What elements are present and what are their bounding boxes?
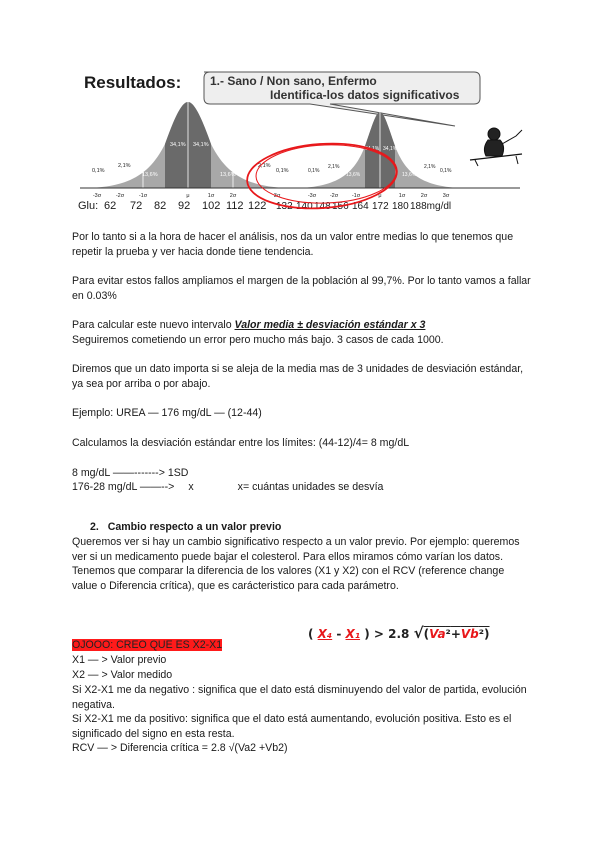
formula-sqrt: √ [413,624,424,642]
pct-right-3: 34,1% [365,146,380,152]
sigma-right-0: -3σ [307,193,317,199]
figure-title: Resultados: [84,73,182,92]
formula-minus: - [336,627,342,641]
formula-x4: X₄ [317,627,333,641]
glu-value-7: 132 [276,201,293,212]
pct-right-0: 0,1% [308,168,320,174]
section-2-heading [90,521,281,533]
sigma-left-6: 3σ [273,193,281,199]
note-line-3: Si X2-X1 me da negativo : significa que el dato está disminuyendo del valor de partida, evolución negativa. [72,684,527,711]
formula-open: ( [308,627,314,641]
formula-va: Va [429,627,446,641]
glu-value-2: 82 [154,200,167,212]
note-line-2: X2 — > Valor medido [72,669,173,681]
interval-formula: Valor media ± desviación estándar x 3 [234,319,426,331]
glu-value-9: 148 [314,201,331,212]
paragraph-7b-x: x [188,481,194,493]
pct-right-4: 34,1% [383,146,398,152]
paragraph-7b-left: 176-28 mg/dL ——--> [72,481,175,493]
paragraph-6: Calculamos la desviación estándar entre los límites: (44-12)/4= 8 mg/dL [72,437,410,449]
paragraph-3-prefix: Para calcular este nuevo intervalo [72,319,235,331]
sigma-right-2: -1σ [351,193,361,199]
glu-value-3: 92 [178,200,191,212]
sigma-left-2: -1σ [138,193,148,199]
paragraph-7b-right: x= cuántas unidades se desvía [237,481,384,493]
pct-left-4: 34,1% [193,142,209,148]
note-line-1: X1 — > Valor previo [72,654,167,666]
section-2-title: Cambio respecto a un valor previo [107,521,282,533]
pct-right-5: 13,6% [402,172,417,178]
sigma-right-6: 3σ [442,193,450,199]
glu-value-5: 112 [226,200,244,212]
note-highlight-text: OJOOO: CREO QUE ES X2-X1 [72,639,223,651]
pct-right-1: 2,1% [328,164,340,170]
formula-vb: Vb [460,627,479,641]
formula-x1: X₁ [345,627,361,641]
paragraph-7b [72,480,532,495]
sigma-left-0: -3σ [92,193,102,199]
glu-value-6: 122 [248,200,267,212]
sigma-left-3: μ [186,193,190,199]
pct-left-2: 13,6% [142,172,158,178]
glu-value-14: 188mg/dl [410,201,452,212]
note-highlight [72,638,532,653]
bubble-line2: Identifica-los datos significativos [270,88,460,102]
glu-value-11: 164 [352,201,369,212]
formula-open2: ( [423,627,430,641]
normal-distribution-figure [70,64,530,212]
pct-left-7: 0,1% [276,168,289,174]
section-2-number: 2. [90,521,99,533]
bubble-line1: 1.- Sano / Non sano, Enfermo [210,74,377,88]
glu-value-12: 172 [372,201,389,212]
sigma-right-5: 2σ [420,193,428,199]
pct-right-2: 13,6% [346,172,361,178]
pct-left-0: 0,1% [92,168,105,174]
sigma-left-4: 1σ [207,193,215,199]
pct-left-1: 2,1% [118,163,131,169]
paragraph-1: Por lo tanto si a la hora de hacer el análisis, nos da un valor entre medias lo que tenemos que repetir la prueba y ver hacia donde tiene tendencia. [72,231,514,258]
paragraph-3-line2: Seguiremos cometiendo un error pero mucho más bajo. 3 casos de cada 1000. [72,333,444,346]
glu-value-8: 140 [296,201,313,212]
formula-plus: + [450,627,461,641]
formula-close-gt: ) > 2.8 [364,627,410,641]
note-line-4: Si X2-X1 me da positivo: significa que el dato está aumentando, evolución positiva. Esto es el significado del signo en esta resta. [72,713,512,740]
paragraph-2: Para evitar estos fallos ampliamos el margen de la población al 99,7%. Por lo tanto vamos a fallar en 0.03% [72,275,531,302]
formula-sq2: ²) [478,627,490,641]
sigma-right-1: -2σ [329,193,339,199]
sigma-left-1: -2σ [115,193,125,199]
pct-left-3: 34,1% [170,142,186,148]
glu-value-10: 156 [332,201,349,212]
pct-right-6: 2,1% [424,164,436,170]
pct-left-6: 2,1% [258,163,271,169]
sigma-right-4: 1σ [398,193,406,199]
note-line-5: RCV — > Diferencia crítica = 2.8 √(Va2 +Vb2) [72,742,288,754]
glu-value-0: 62 [104,200,117,212]
sigma-left-5: 2σ [229,193,237,199]
glu-value-4: 102 [202,200,221,212]
section-2-body: Queremos ver si hay un cambio significativo respecto a un valor previo. Por ejemplo: queremos ver si un medicamento puede bajar el colesterol. Para ellos miramos cómo varían los datos. Tenemos que comparar la diferencia de los valores (X1 y X2) con el RCV (reference change value o Diferencia crítica), que es carácteristico para cada parámetro. [72,536,520,592]
formula-sq1: ² [445,627,451,641]
paragraph-3 [72,318,532,347]
sigma-right-3: μ [378,193,382,199]
glu-value-13: 180 [392,201,409,212]
paragraph-5: Ejemplo: UREA — 176 mg/dL — (12-44) [72,407,262,419]
pct-right-7: 0,1% [440,168,452,174]
paragraph-4: Diremos que un dato importa si se aleja de la media mas de 3 unidades de desviación estándar, ya sea por arriba o por abajo. [72,363,524,390]
pct-left-5: 13,6% [220,172,236,178]
glu-value-1: 72 [130,200,143,212]
paragraph-7a: 8 mg/dL ——-------> 1SD [72,467,189,479]
glu-label: Glu: [78,200,99,212]
